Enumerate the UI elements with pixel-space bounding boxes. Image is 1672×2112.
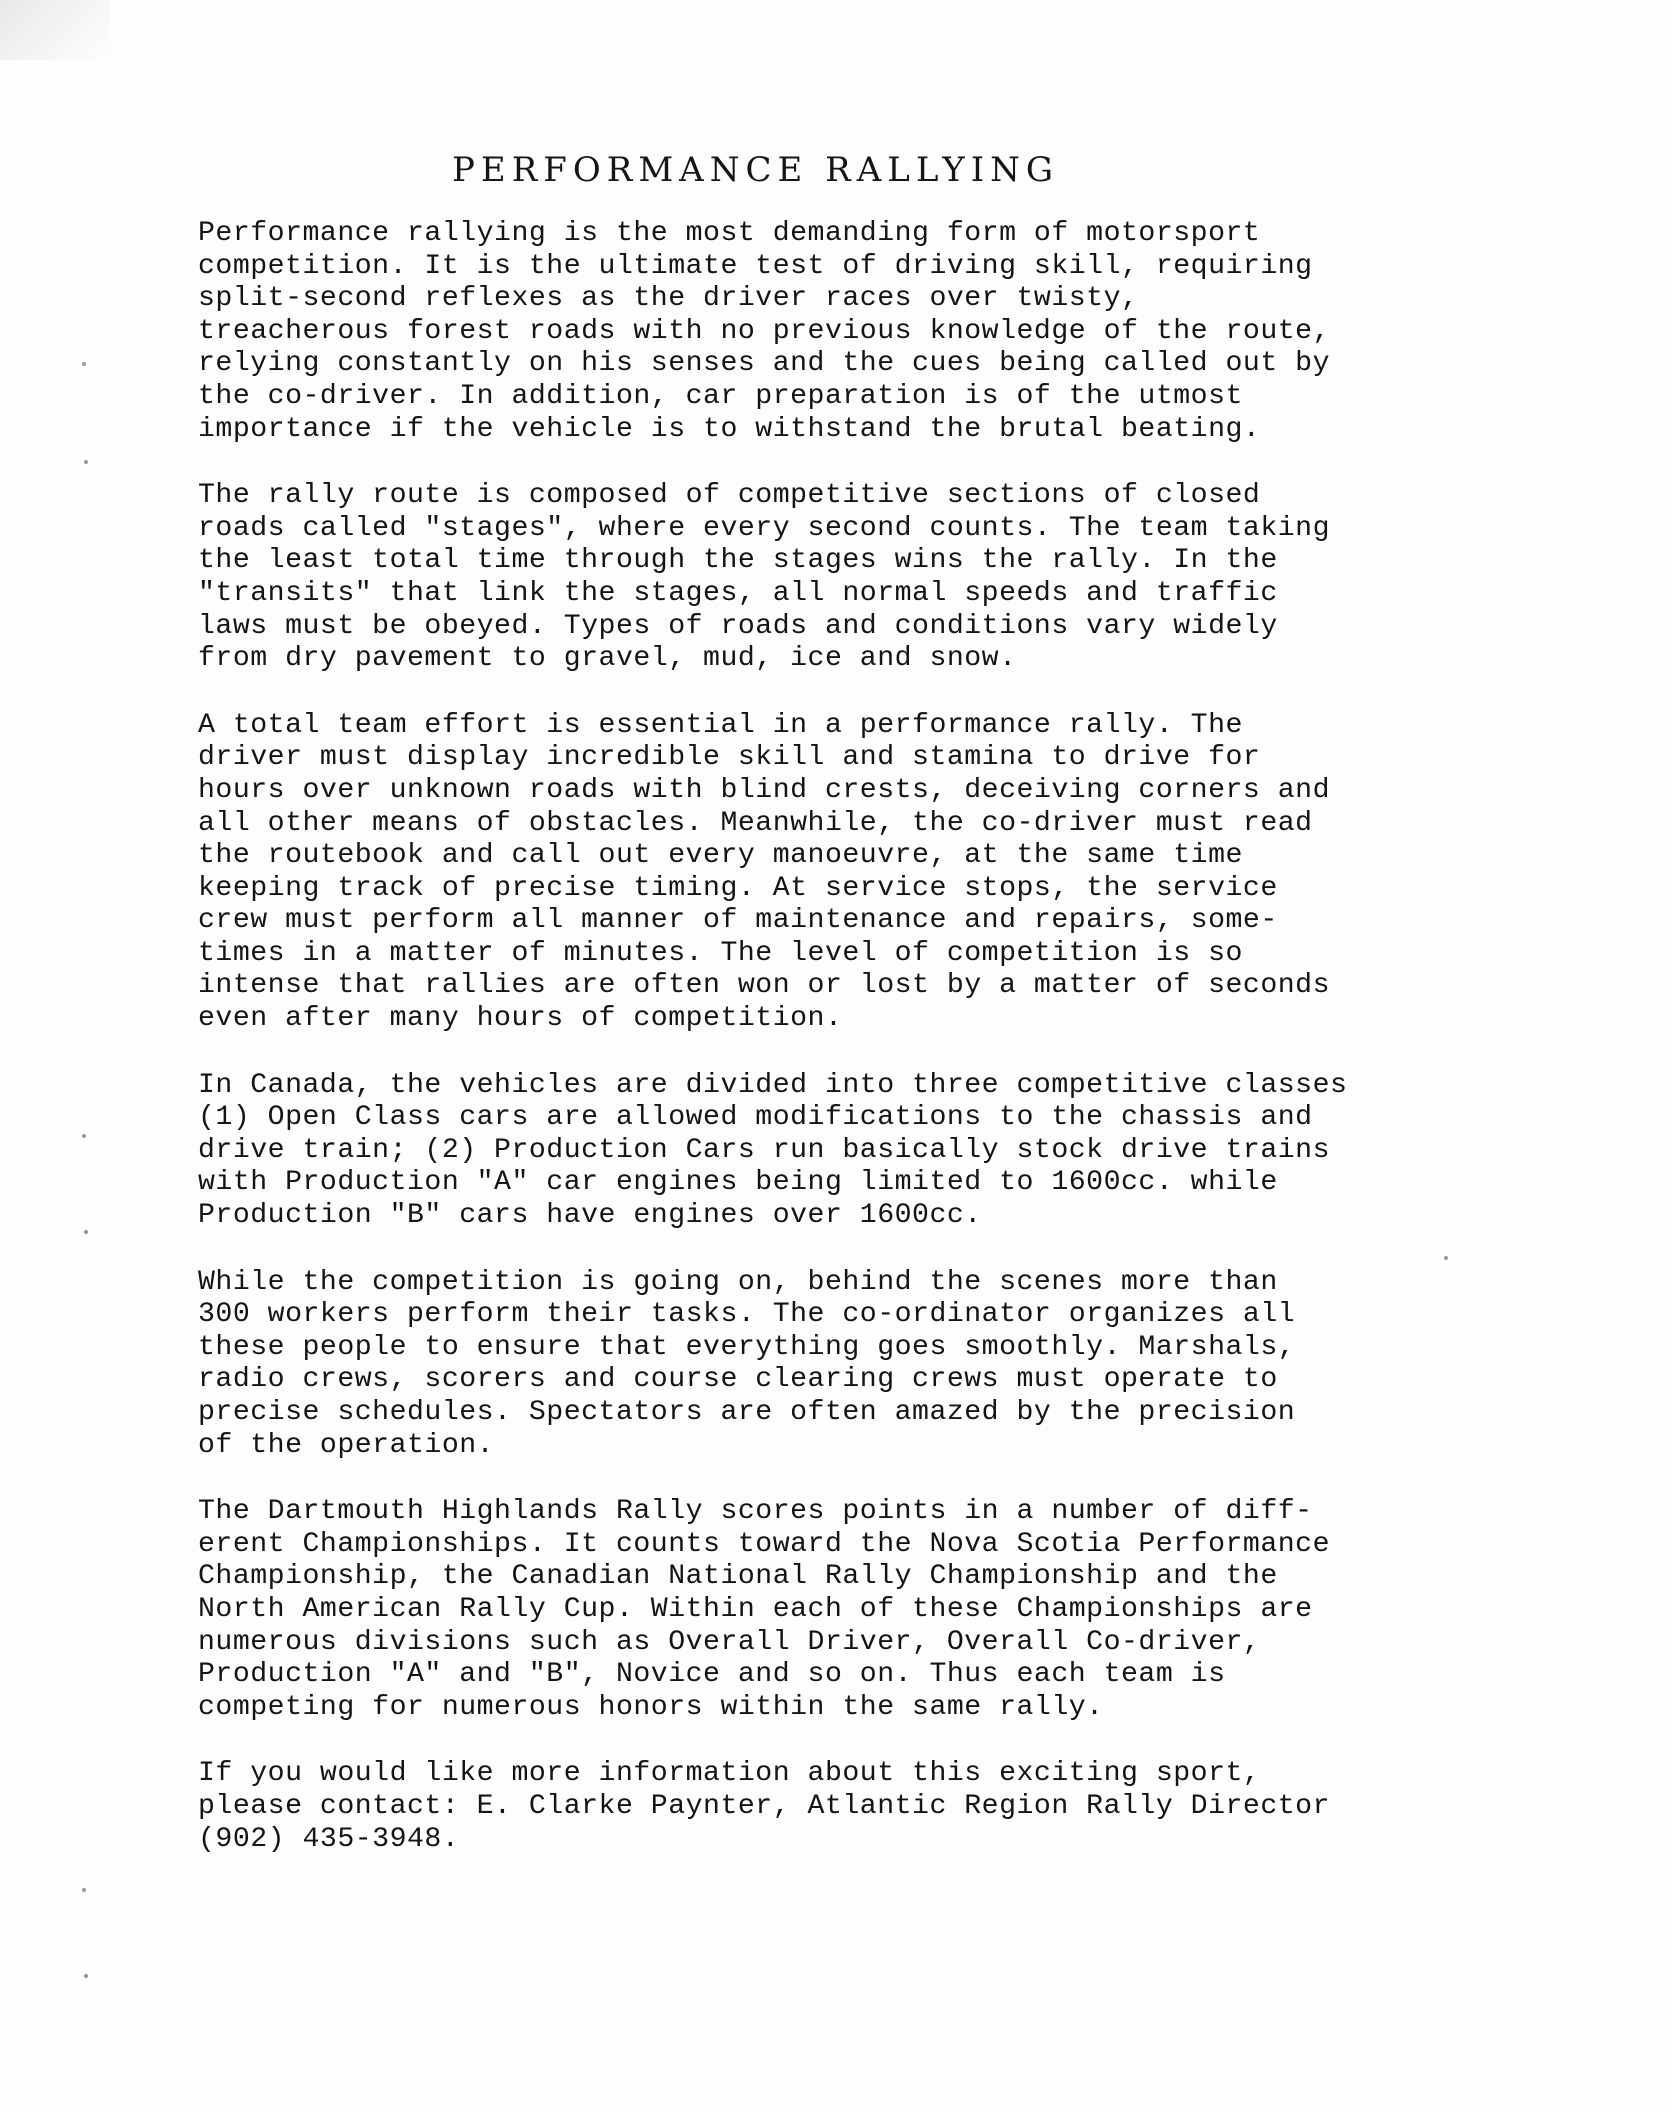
scan-mark <box>82 1888 86 1892</box>
text-line: keeping track of precise timing. At service stops, the service <box>198 872 1278 904</box>
text-line: While the competition is going on, behind the scenes more than <box>198 1266 1278 1298</box>
text-line: with Production "A" car engines being limited to 1600cc. while <box>198 1167 1278 1199</box>
text-line: relying constantly on his senses and the cues being called out by <box>198 348 1330 380</box>
document-title: PERFORMANCE RALLYING <box>452 150 1060 190</box>
text-line: North American Rally Cup. Within each of these Championships are <box>198 1593 1313 1625</box>
text-line: even after many hours of competition. <box>198 1003 843 1035</box>
paragraph <box>198 1758 1578 1856</box>
text-line: "transits" that link the stages, all normal speeds and traffic <box>198 577 1278 609</box>
text-line: hours over unknown roads with blind crests, deceiving corners and <box>198 774 1330 806</box>
text-line: drive train; (2) Production Cars run basically stock drive trains <box>198 1134 1330 1166</box>
paragraph <box>198 218 1578 446</box>
scan-mark <box>84 1974 88 1978</box>
text-line: treacherous forest roads with no previous knowledge of the route, <box>198 315 1330 347</box>
text-line: (902) 435-3948. <box>198 1823 460 1855</box>
text-line: A total team effort is essential in a performance rally. The <box>198 709 1243 741</box>
text-line: the least total time through the stages wins the rally. In the <box>198 545 1278 577</box>
text-line: Championship, the Canadian National Rally Championship and the <box>198 1561 1278 1593</box>
paragraph <box>198 1496 1578 1724</box>
scan-shadow <box>0 0 110 60</box>
text-line: from dry pavement to gravel, mud, ice and snow. <box>198 643 1017 675</box>
text-line: competing for numerous honors within the same rally. <box>198 1691 1104 1723</box>
document-body <box>198 218 1578 1890</box>
text-line: Production "A" and "B", Novice and so on. Thus each team is <box>198 1659 1226 1691</box>
text-line: times in a matter of minutes. The level of competition is so <box>198 937 1243 969</box>
text-line: importance if the vehicle is to withstand the brutal beating. <box>198 413 1261 445</box>
text-line: roads called "stages", where every second counts. The team taking <box>198 512 1330 544</box>
text-line: these people to ensure that everything goes smoothly. Marshals, <box>198 1331 1296 1363</box>
text-line: the co-driver. In addition, car preparation is of the utmost <box>198 380 1243 412</box>
text-line: (1) Open Class cars are allowed modifications to the chassis and <box>198 1102 1313 1134</box>
text-line: please contact: E. Clarke Paynter, Atlantic Region Rally Director <box>198 1790 1330 1822</box>
paragraph <box>198 710 1578 1036</box>
text-line: radio crews, scorers and course clearing crews must operate to <box>198 1364 1278 1396</box>
scan-mark <box>84 1230 88 1234</box>
text-line: precise schedules. Spectators are often amazed by the precision <box>198 1397 1296 1428</box>
text-line: Performance rallying is the most demanding form of motorsport <box>198 218 1261 249</box>
text-line: The Dartmouth Highlands Rally scores points in a number of diff- <box>198 1496 1313 1528</box>
text-line: split-second reflexes as the driver races over twisty, <box>198 283 1139 315</box>
text-line: Production "B" cars have engines over 1600cc. <box>198 1200 982 1232</box>
text-line: competition. It is the ultimate test of driving skill, requiring <box>198 250 1313 282</box>
text-line: laws must be obeyed. Types of roads and conditions vary widely <box>198 610 1278 642</box>
text-line: erent Championships. It counts toward the Nova Scotia Performance <box>198 1528 1330 1560</box>
paragraph <box>198 1267 1578 1463</box>
text-line: crew must perform all manner of maintenance and repairs, some- <box>198 905 1278 937</box>
text-line: numerous divisions such as Overall Driver, Overall Co-driver, <box>198 1626 1261 1658</box>
text-line: 300 workers perform their tasks. The co-ordinator organizes all <box>198 1299 1296 1331</box>
paragraph <box>198 1070 1578 1233</box>
text-line: The rally route is composed of competitive sections of closed <box>198 480 1261 512</box>
text-line: of the operation. <box>198 1429 495 1461</box>
text-line: the routebook and call out every manoeuvre, at the same time <box>198 840 1243 872</box>
scan-mark <box>82 362 86 366</box>
scan-mark <box>1444 1256 1448 1260</box>
text-line: In Canada, the vehicles are divided into three competitive classes <box>198 1069 1348 1101</box>
scan-mark <box>84 460 88 464</box>
text-line: driver must display incredible skill and stamina to drive for <box>198 742 1261 774</box>
text-line: intense that rallies are often won or lost by a matter of seconds <box>198 970 1330 1002</box>
text-line: If you would like more information about this exciting sport, <box>198 1758 1261 1790</box>
paragraph <box>198 480 1578 676</box>
scan-mark <box>82 1134 86 1138</box>
text-line: all other means of obstacles. Meanwhile, the co-driver must read <box>198 807 1313 839</box>
